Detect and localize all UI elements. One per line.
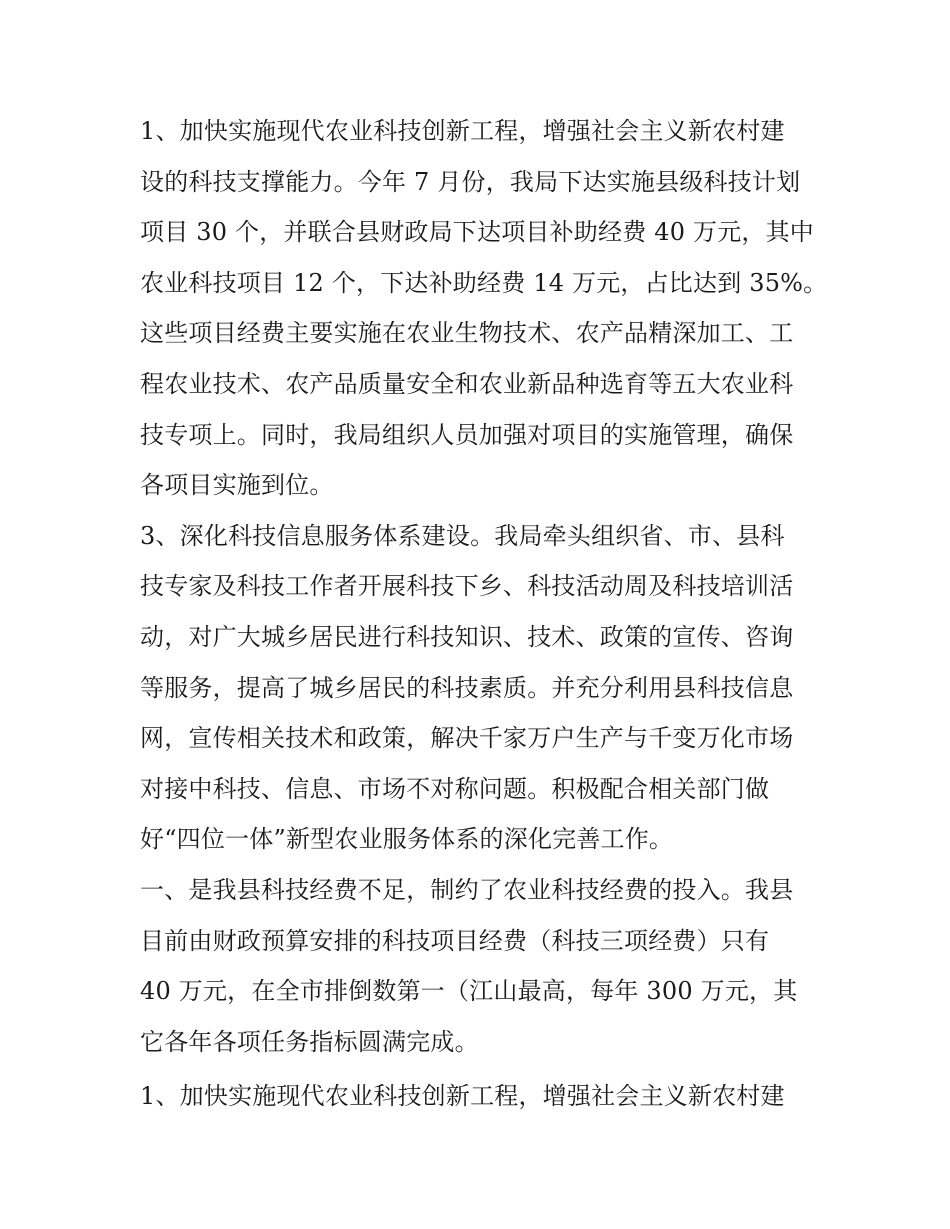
text-line: 等服务，提高了城乡居民的科技素质。并充分利用县科技信息 [140, 673, 794, 702]
text-line: 对接中科技、信息、市场不对称问题。积极配合相关部门做 [140, 774, 770, 803]
text-line: 3、深化科技信息服务体系建设。我局牵头组织省、市、县科 [140, 521, 785, 550]
paragraph-2 [140, 511, 820, 865]
paragraph-4 [140, 1071, 820, 1122]
text-line: 农业科技项目 12 个，下达补助经费 14 万元，占比达到 35%。 [140, 268, 828, 297]
text-line: 各项目实施到位。 [140, 471, 334, 500]
text-line: 动，对广大城乡居民进行科技知识、技术、政策的宣传、咨询 [140, 622, 794, 651]
paragraph-1 [140, 106, 828, 511]
text-line: 40 万元，在全市排倒数第一（江山最高，每年 300 万元，其 [140, 977, 798, 1006]
text-line: 技专家及科技工作者开展科技下乡、科技活动周及科技培训活 [140, 572, 794, 601]
text-line: 技专项上。同时，我局组织人员加强对项目的实施管理，确保 [140, 420, 794, 449]
text-line: 一、是我县科技经费不足，制约了农业科技经费的投入。我县 [140, 875, 794, 904]
text-line: 它各年各项任务指标圆满完成。 [140, 1027, 479, 1056]
text-line: 这些项目经费主要实施在农业生物技术、农产品精深加工、工 [140, 319, 794, 348]
text-line: 1、加快实施现代农业科技创新工程，增强社会主义新农村建 [140, 1082, 785, 1111]
text-line: 目前由财政预算安排的科技项目经费（科技三项经费）只有 [140, 926, 770, 955]
text-line: 1、加快实施现代农业科技创新工程，增强社会主义新农村建 [140, 117, 785, 145]
text-line: 程农业技术、农产品质量安全和农业新品种选育等五大农业科 [140, 369, 794, 398]
text-line: 项目 30 个，并联合县财政局下达项目补助经费 40 万元，其中 [140, 218, 814, 247]
paragraph-3 [140, 865, 820, 1067]
text-line: 好“四位一体”新型农业服务体系的深化完善工作。 [140, 825, 674, 854]
document-body [140, 106, 828, 1122]
text-line: 设的科技支撑能力。今年 7 月份，我局下达实施县级科技计划 [140, 167, 801, 196]
text-line: 网，宣传相关技术和政策，解决千家万户生产与千变万化市场 [140, 724, 794, 753]
